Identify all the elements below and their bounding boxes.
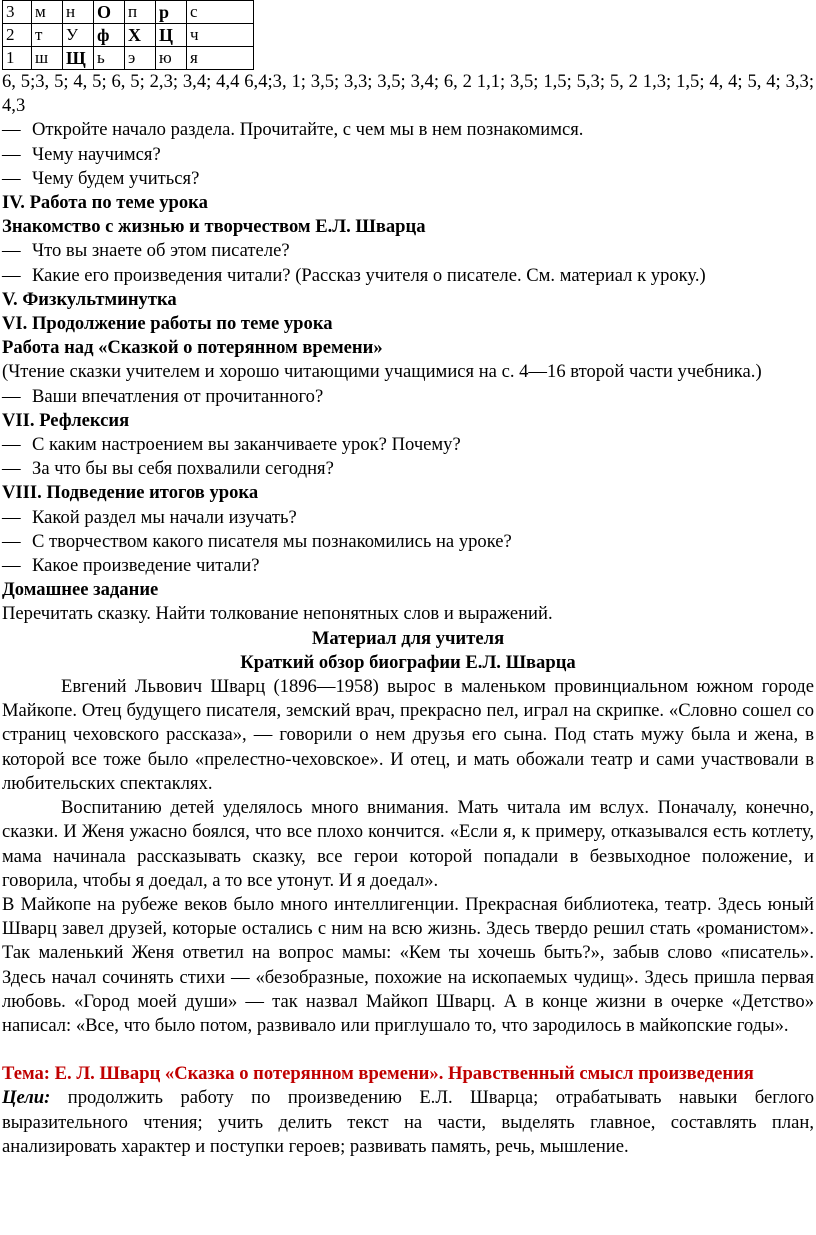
section-7-heading: VII. Рефлексия	[2, 409, 130, 431]
biography-paragraph-3: В Майкопе на рубеже веков было много интеллигенции. Прекрасная библиотека, театр. Здесь юный Шварц завел друзей, которые остались с ним на всю жизнь. Здесь твердо решил стать «романистом». Так маленький Женя ответил на вопрос мамы: «Кем ты хочешь быть?», забыв слово «писатель». Здесь начал сочинять стихи — «безобразные, похожие на ископаемых чудищ». Здесь пришла первая любовь. «Город моей души» — так назвал Майкоп Шварц. А в конце жизни в очерке «Детство» написал: «Все, что было потом, развивало или приглушало то, что зародилось в майкопские годы».	[2, 893, 814, 1036]
section-8-questions	[2, 506, 814, 579]
cipher-cell: с	[187, 1, 254, 24]
cipher-cell: О	[94, 1, 125, 24]
cipher-cell: ш	[32, 47, 63, 70]
question-item	[2, 433, 814, 457]
cipher-cell: 3	[3, 1, 32, 24]
section-6-questions	[2, 385, 814, 409]
cipher-cell: э	[125, 47, 156, 70]
dash-mark: —	[2, 555, 21, 577]
cipher-cell: Щ	[63, 47, 94, 70]
question-text: Откройте начало раздела. Прочитайте, с чем мы в нем познакомимся.	[32, 119, 584, 141]
cipher-codes: 6, 5;3, 5; 4, 5; 6, 5; 2,3; 3,4; 4,4 6,4;3, 1; 3,5; 3,3; 3,5; 3,4; 6, 2 1,1; 3,5; 1,5; 5,3; 5, 2 1,3; 1,5; 4, 4; 5, 4; 3,3; 4,3	[2, 71, 814, 117]
document-page	[2, 0, 814, 1159]
lesson-topic: Тема: Е. Л. Шварц «Сказка о потерянном времени». Нравственный смысл произведения	[2, 1063, 754, 1085]
question-item	[2, 118, 814, 142]
dash-mark: —	[2, 240, 21, 262]
cipher-cell: ю	[156, 47, 187, 70]
question-item	[2, 385, 814, 409]
section-4-subheading: Знакомство с жизнью и творчеством Е.Л. Шварца	[2, 216, 426, 238]
question-text: Что вы знаете об этом писателе?	[32, 240, 290, 262]
question-item	[2, 506, 814, 530]
cipher-cell: 2	[3, 24, 32, 47]
question-item	[2, 457, 814, 481]
spacer	[2, 1038, 814, 1062]
lesson-goals	[2, 1086, 814, 1159]
cipher-cell: р	[156, 1, 187, 24]
cipher-cell: ч	[187, 24, 254, 47]
cipher-cell: н	[63, 1, 94, 24]
cipher-cell: У	[63, 24, 94, 47]
goals-label: Цели:	[2, 1087, 51, 1109]
question-item	[2, 530, 814, 554]
section-4-questions	[2, 239, 814, 287]
question-text: Ваши впечатления от прочитанного?	[32, 385, 324, 407]
cipher-row	[3, 24, 254, 47]
biography-heading: Краткий обзор биографии Е.Л. Шварца	[240, 651, 576, 673]
cipher-cell: м	[32, 1, 63, 24]
question-text: Чему будем учиться?	[32, 167, 200, 189]
question-text: С творчеством какого писателя мы познакомились на уроке?	[32, 530, 512, 552]
question-text: С каким настроением вы заканчиваете урок? Почему?	[32, 434, 461, 456]
goals-text: продолжить работу по произведению Е.Л. Шварца; отрабатывать навыки беглого выразительного чтения; учить делить текст на части, выделять главное, составлять план, анализировать характер и поступки героев; развивать память, речь, мышление.	[2, 1087, 814, 1157]
dash-mark: —	[2, 434, 21, 456]
cipher-cell: я	[187, 47, 254, 70]
cipher-row	[3, 47, 254, 70]
question-text: За что бы вы себя похвалили сегодня?	[32, 458, 334, 480]
question-item	[2, 239, 814, 263]
section-5-heading: V. Физкультминутка	[2, 288, 177, 310]
biography-paragraph-1: Евгений Львович Шварц (1896—1958) вырос в маленьком провинциальном южном городе Майкопе. Отец будущего писателя, земский врач, прекрасно пел, играл на скрипке. «Словно сошел со страниц чеховского рассказа», — говорили о нем друзья его сына. Под стать мужу была и жена, в которой все тоже было «прелестно-чеховское». И отец, и мать обожали театр и сами участвовали в любительских спектаклях.	[2, 676, 814, 794]
homework-heading: Домашнее задание	[2, 579, 159, 601]
section-7-questions	[2, 433, 814, 481]
question-text: Какой раздел мы начали изучать?	[32, 506, 297, 528]
section-4-heading: IV. Работа по теме урока	[2, 192, 208, 214]
biography-paragraph-2: Воспитанию детей уделялось много внимания. Мать читала им вслух. Поначалу, конечно, сказки. И Женя ужасно боялся, что все плохо кончится. «Если я, к примеру, отказывался есть котлету, мама начинала рассказывать сказку, все герои которой попадали в безвыходное положение, и говорила, чтобы я доедал, а то все утонут. И я доедал».	[2, 797, 814, 891]
dash-mark: —	[2, 530, 21, 552]
cipher-cell: 1	[3, 47, 32, 70]
dash-mark: —	[2, 264, 21, 286]
question-text: Чему научимся?	[32, 143, 161, 165]
cipher-cell: ь	[94, 47, 125, 70]
teacher-material-heading: Материал для учителя	[311, 627, 505, 649]
cipher-cell: т	[32, 24, 63, 47]
dash-mark: —	[2, 119, 21, 141]
question-item	[2, 264, 814, 288]
question-item	[2, 554, 814, 578]
cipher-cell: п	[125, 1, 156, 24]
dash-mark: —	[2, 458, 21, 480]
question-text: Какое произведение читали?	[32, 555, 260, 577]
section-6-subheading: Работа над «Сказкой о потерянном времени»	[2, 337, 383, 359]
dash-mark: —	[2, 143, 21, 165]
section-6-note: (Чтение сказки учителем и хорошо читающими учащимися на с. 4—16 второй части учебника.)	[2, 361, 762, 383]
section-8-heading: VIII. Подведение итогов урока	[2, 482, 259, 504]
section-6-heading: VI. Продолжение работы по теме урока	[2, 313, 333, 335]
cipher-cell: Х	[125, 24, 156, 47]
dash-mark: —	[2, 385, 21, 407]
question-text: Какие его произведения читали? (Рассказ учителя о писателе. См. материал к уроку.)	[32, 264, 706, 286]
intro-questions	[2, 118, 814, 191]
question-item	[2, 143, 814, 167]
cipher-cell: ф	[94, 24, 125, 47]
cipher-cell: Ц	[156, 24, 187, 47]
homework-text: Перечитать сказку. Найти толкование непонятных слов и выражений.	[2, 603, 553, 625]
cipher-table	[2, 0, 254, 70]
dash-mark: —	[2, 506, 21, 528]
cipher-row	[3, 1, 254, 24]
question-item	[2, 167, 814, 191]
dash-mark: —	[2, 167, 21, 189]
